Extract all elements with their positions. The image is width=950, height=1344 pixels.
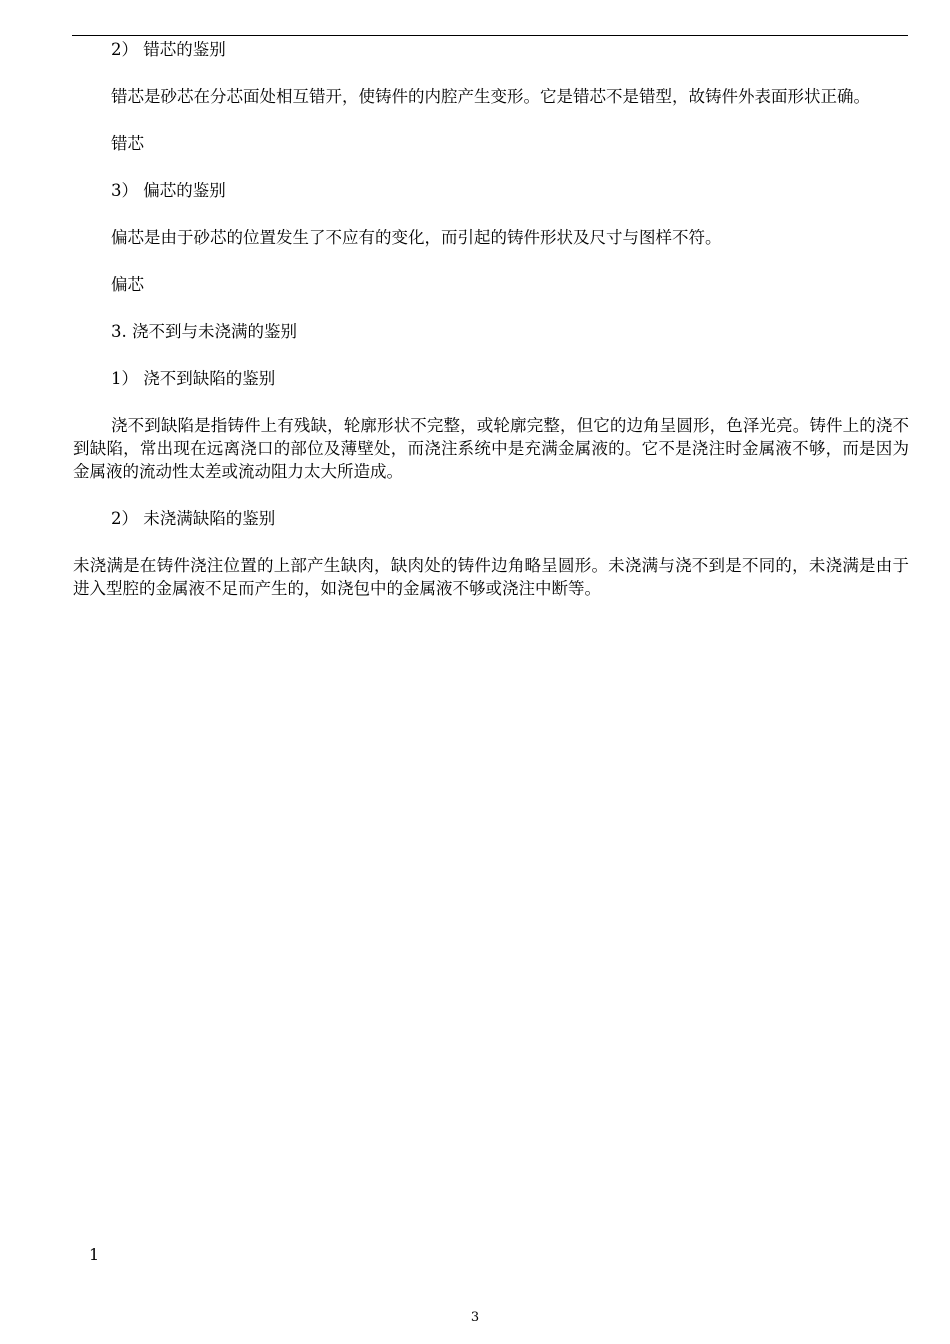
paragraph-misaligned-core: 错芯是砂芯在分芯面处相互错开，使铸件的内腔产生变形。它是错芯不是错型，故铸件外表面形状正确。 bbox=[111, 87, 870, 106]
section-heading-misrun: 3. 浇不到与未浇满的鉴别 bbox=[111, 322, 297, 341]
paragraph-offset-core: 偏芯是由于砂芯的位置发生了不应有的变化，而引起的铸件形状及尺寸与图样不符。 bbox=[111, 228, 722, 247]
heading-misaligned-core: 2） 错芯的鉴别 bbox=[111, 40, 226, 59]
page-number: 3 bbox=[470, 1310, 480, 1325]
document-body bbox=[73, 36, 909, 624]
heading-short-pour: 2） 未浇满缺陷的鉴别 bbox=[111, 509, 276, 528]
figure-caption-misaligned-core: 错芯 bbox=[111, 134, 144, 153]
heading-misrun: 1） 浇不到缺陷的鉴别 bbox=[111, 369, 276, 388]
figure-caption-offset-core: 偏芯 bbox=[111, 275, 144, 294]
footnote-mark: 1 bbox=[89, 1245, 100, 1264]
heading-offset-core: 3） 偏芯的鉴别 bbox=[111, 181, 226, 200]
paragraph-misrun: 浇不到缺陷是指铸件上有残缺，轮廓形状不完整，或轮廓完整，但它的边角呈圆形，色泽光亮。铸件上的浇不到缺陷，常出现在远离浇口的部位及薄壁处，而浇注系统中是充满金属液的。它不是浇注时金属液不够，而是因为金属液的流动性太差或流动阻力太大所造成。 bbox=[73, 416, 909, 481]
paragraph-short-pour: 未浇满是在铸件浇注位置的上部产生缺肉，缺肉处的铸件边角略呈圆形。未浇满与浇不到是不同的，未浇满是由于进入型腔的金属液不足而产生的，如浇包中的金属液不够或浇注中断等。 bbox=[73, 556, 909, 598]
